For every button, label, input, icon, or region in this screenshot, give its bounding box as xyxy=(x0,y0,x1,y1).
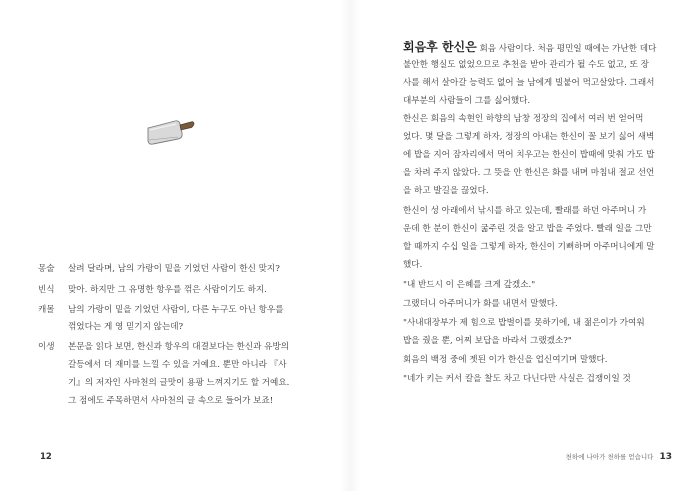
text-line xyxy=(403,40,656,56)
dialogue-text: 기』의 저자인 사마천의 글맛이 용팡 느껴지기도 할 거예요. xyxy=(68,378,290,388)
dialogue-text: 살려 달라며, 남의 가랑이 밑을 기었던 사람이 한신 맞지? xyxy=(68,264,280,274)
speaker-label: 이생 xyxy=(38,342,55,352)
dialogue-text: 남의 가랑이 밑을 기었던 사람이, 다른 누구도 아닌 항우를 xyxy=(68,305,284,315)
text-line: 운데 한 분이 한신이 굶주린 것을 알고 밥을 주었다. 빨래 일을 그만 xyxy=(403,224,652,234)
text-line: "내 반드시 이 은혜를 크게 갚겠소." xyxy=(403,280,536,290)
page-number-right: 13 xyxy=(659,452,672,462)
text-line: "네가 키는 커서 칼을 찰도 차고 다닌다만 사실은 겁쟁이일 것 xyxy=(403,374,631,384)
text-line: 그랬더니 아주머니가 화를 내면서 말했다. xyxy=(403,299,558,309)
text-line: 을 차려 주지 않았다. 그 뜻을 안 한신은 화를 내며 마침내 절교 선언 xyxy=(403,168,655,178)
running-title: 천하에 나아가 천하를 얻습니다 xyxy=(565,453,654,461)
lead-heading: 회음후 한신은 xyxy=(403,40,477,54)
text-line: 불안한 행실도 없었으므로 추천을 받아 관리가 될 수도 없고, 또 장 xyxy=(403,60,649,70)
text-line: 을 하고 발길을 끊었다. xyxy=(403,186,489,196)
text-line: 에 밥을 지어 잠자리에서 먹어 치우고는 한신이 밥때에 맞춰 가도 밥 xyxy=(403,150,655,160)
speaker-label: 캐몰 xyxy=(38,305,55,315)
text-line: 었다. 몇 달을 그렇게 하자, 정장의 아내는 한신이 꼴 보기 싫어 새벽 xyxy=(403,132,655,142)
dialogue-text: 갈등에서 더 재미를 느낄 수 있을 거예요. 뿐만 아니라 『사 xyxy=(68,360,287,370)
page-number-left: 12 xyxy=(40,452,52,462)
dialogue-text: 그 점에도 주목하면서 사마천의 글 속으로 들어가 보죠! xyxy=(68,396,274,406)
text-line: 대부분의 사람들이 그를 싫어했다. xyxy=(403,96,531,106)
dialogue-text: 맞아. 하지만 그 유명한 항우를 꺾은 사람이기도 하지. xyxy=(68,285,267,295)
speaker-label: 몽술 xyxy=(38,264,55,274)
speaker-label: 빈식 xyxy=(38,285,55,295)
dialogue-text: 본문을 읽다 보면, 한신과 항우의 대결보다는 한신과 유방의 xyxy=(68,342,290,352)
text-line: "사내대장부가 제 힘으로 밥벌이를 못하기에, 내 젊은이가 가여워 xyxy=(403,318,645,328)
cleaver-icon xyxy=(145,118,195,146)
text-line: 했다. xyxy=(403,260,423,270)
text-line: 한신이 성 아래에서 낚시를 하고 있는데, 빨래를 하던 아주머니 가 xyxy=(403,206,647,216)
text-line: 사를 해서 살아갈 능력도 없어 늘 남에게 빌붙어 먹고살았다. 그래서 xyxy=(403,78,655,88)
page-footer-right xyxy=(566,452,672,462)
text-line: 한신은 회음의 속현인 하향의 남창 정장의 집에서 여러 번 얻어먹 xyxy=(403,114,644,124)
text-line: 할 때까지 수십 일을 그렇게 하자, 한신이 기뻐하며 아주머니에게 말 xyxy=(403,242,655,252)
text-line: 밥을 줬을 뿐, 어찌 보답을 바라서 그랬겠소?" xyxy=(403,336,572,346)
text-line: 회음의 백정 중에 젯된 이가 한신을 업신여기며 말했다. xyxy=(403,355,608,365)
dialogue-text: 꺾었다는 게 영 믿기지 않는데? xyxy=(68,322,184,332)
text-line-content: 회음 사람이다. 처음 평민일 때에는 가난한 데다 xyxy=(476,44,657,54)
book-gutter xyxy=(340,0,360,491)
